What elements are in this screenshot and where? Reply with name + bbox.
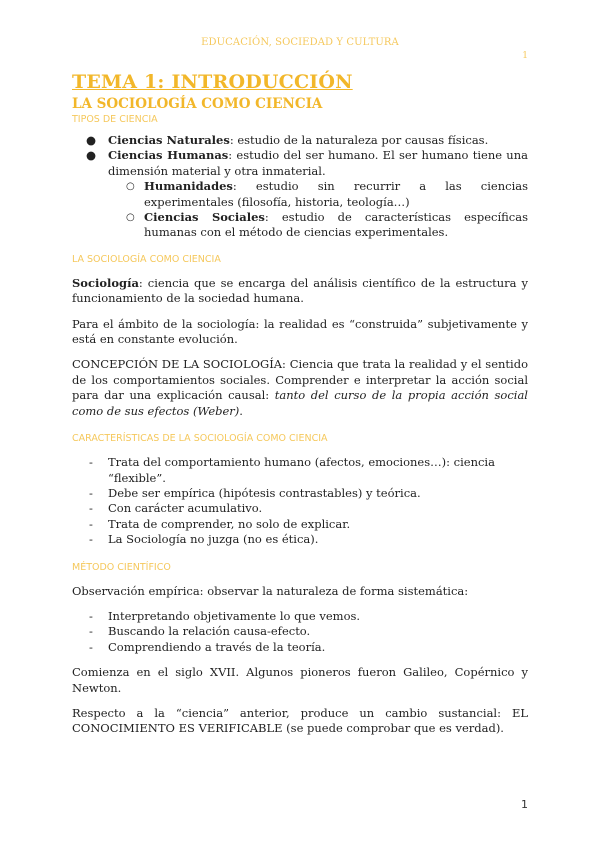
dash-icon: - — [89, 608, 93, 623]
text-definition: : ciencia que se encarga del análisis científico de la estructura y funcionamiento de la sociedad humana. — [72, 275, 528, 306]
subsection-heading-metodo: MÉTODO CIENTÍFICO — [72, 561, 171, 573]
list-item-naturales — [72, 133, 528, 148]
dash-icon: - — [89, 639, 93, 654]
list-item — [72, 501, 528, 516]
text-concepcion: CONCEPCIÓN DE LA SOCIOLOGÍA: Ciencia que trata la realidad y el sentido de los comportamientos sociales. Comprender e interpretar la acción social para dar una explicación causal: — [72, 357, 528, 403]
text-concepcion-end: . — [239, 403, 243, 418]
list-item-text: Comprendiendo a través de la teoría. — [108, 639, 326, 654]
paragraph-ambito: Para el ámbito de la sociología: la realidad es “construida” subjetivamente y está en constante evolución. — [72, 316, 528, 347]
list-item-text: Trata del comportamiento humano (afectos, emociones…): ciencia “flexible”. — [108, 455, 495, 485]
list-item-text: Buscando la relación causa-efecto. — [108, 624, 311, 639]
bullet-icon: ● — [86, 133, 97, 147]
section-heading-sociologia-ciencia: LA SOCIOLOGÍA COMO CIENCIA — [72, 96, 323, 112]
text-naturales: : estudio de la naturaleza por causas físicas. — [229, 133, 489, 147]
term-naturales: Ciencias Naturales — [108, 133, 230, 147]
paragraph-concepcion — [72, 357, 528, 419]
method-list — [72, 609, 528, 655]
paragraph-historia: Comienza en el siglo XVII. Algunos pioneros fueron Galileo, Copérnico y Newton. — [72, 665, 528, 695]
page-content — [72, 70, 528, 737]
subsection-heading-tipos: TIPOS DE CIENCIA — [72, 114, 158, 125]
dash-icon: - — [89, 516, 93, 531]
list-item-text: Interpretando objetivamente lo que vemos. — [108, 608, 361, 623]
list-item-humanas — [72, 148, 528, 179]
list-item-humanidades — [72, 179, 528, 210]
list-item-text: Trata de comprender, no solo de explicar. — [108, 516, 351, 531]
list-item — [72, 609, 528, 624]
dash-icon: - — [89, 624, 93, 639]
list-item — [72, 486, 528, 501]
page-number: 1 — [521, 798, 528, 811]
dash-icon: - — [89, 485, 93, 500]
subtypes-list — [72, 179, 528, 241]
list-item-sociales — [72, 210, 528, 241]
types-list — [72, 133, 528, 179]
list-item — [72, 517, 528, 532]
page-title: TEMA 1: INTRODUCCIÓN — [72, 71, 353, 93]
characteristics-list — [72, 455, 528, 547]
term-humanidades: Humanidades — [144, 179, 233, 194]
text-weber-quote: tanto del curso de la propia acción social como de sus efectos (Weber) — [72, 388, 528, 418]
term-humanas: Ciencias Humanas — [108, 148, 229, 163]
list-item — [72, 455, 528, 486]
circle-bullet-icon: ○ — [126, 181, 135, 193]
list-item-text: Con carácter acumulativo. — [108, 501, 263, 516]
bullet-icon: ● — [86, 148, 97, 163]
subsection-heading-sociologia: LA SOCIOLOGÍA COMO CIENCIA — [72, 253, 221, 265]
paragraph-respecto: Respecto a la “ciencia” anterior, produce un cambio sustancial: EL CONOCIMIENTO ES VERIFICABLE (se puede comprobar que es verdad). — [72, 705, 528, 736]
circle-bullet-icon: ○ — [126, 212, 135, 224]
subsection-heading-caracteristicas: CARACTERÍSTICAS DE LA SOCIOLOGÍA COMO CIENCIA — [72, 433, 328, 445]
list-item — [72, 532, 528, 547]
running-header: EDUCACIÓN, SOCIEDAD Y CULTURA — [201, 37, 399, 48]
dash-icon: - — [89, 501, 93, 516]
dash-icon: - — [89, 455, 93, 470]
header-page-marker: 1 — [522, 51, 528, 61]
text-humanas: : estudio del ser humano. El ser humano tiene una dimensión material y otra inmaterial. — [108, 148, 528, 178]
list-item-text: Debe ser empírica (hipótesis contrastables) y teórica. — [108, 485, 421, 500]
term-sociales: Ciencias Sociales — [144, 210, 265, 225]
paragraph-definition — [72, 276, 528, 307]
text-sociales: : estudio de características específicas humanas con el método de ciencias experimentales. — [144, 210, 528, 240]
text-humanidades: : estudio sin recurrir a las ciencias experimentales (filosofía, historia, teología…) — [144, 179, 528, 209]
list-item — [72, 640, 528, 655]
list-item — [72, 624, 528, 639]
paragraph-observacion: Observación empírica: observar la naturaleza de forma sistemática: — [72, 583, 469, 598]
list-item-text: La Sociología no juzga (no es ética). — [108, 532, 319, 547]
dash-icon: - — [89, 532, 93, 547]
term-sociologia: Sociología — [72, 275, 139, 290]
